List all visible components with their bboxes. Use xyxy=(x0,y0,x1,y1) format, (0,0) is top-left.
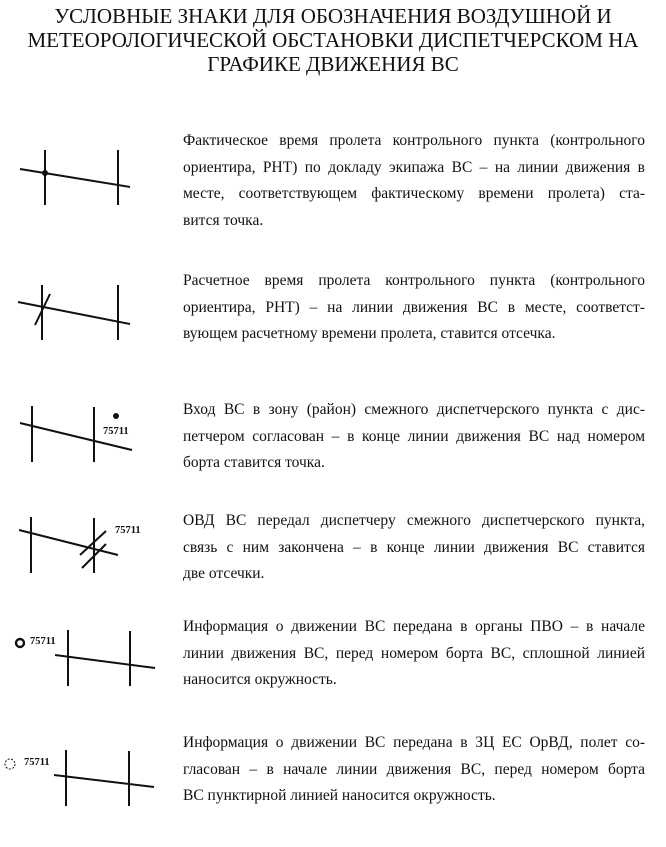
legend-description-1 xyxy=(183,128,645,234)
text-line: ориентира, РНТ) по докладу экипажа ВС – на линии движения в xyxy=(183,158,645,176)
legend-description-6 xyxy=(183,730,645,810)
title-line: ГРАФИКЕ ДВИЖЕНИЯ ВС xyxy=(207,52,459,76)
text-line: наносится окружность. xyxy=(183,671,337,688)
text-line: вится точка. xyxy=(183,211,264,229)
point-on-track-icon xyxy=(20,150,130,205)
legend-description-5 xyxy=(183,614,645,694)
text-line: ОВД ВС передал диспетчеру смежного диспетчерского пункта, xyxy=(183,512,645,529)
text-line: вующем расчетному времени пролета, ставится отсечка. xyxy=(183,325,556,342)
text-line: гласован – в начале линии движения ВС, перед номером борта xyxy=(183,760,645,778)
text-line: Вход ВС в зону (район) смежного диспетчерского пункта с дис- xyxy=(183,401,645,418)
text-line: петчером согласован – в конце линии движения ВС над номером xyxy=(183,427,645,445)
legend-description-3 xyxy=(183,397,645,477)
title-line: УСЛОВНЫЕ ЗНАКИ ДЛЯ ОБОЗНАЧЕНИЯ ВОЗДУШНОЙ И xyxy=(54,4,612,28)
text-line: месте, соответствующем фактическому времени пролета) ста- xyxy=(183,185,645,202)
text-line: связь с ним закончена – в конце линии движения ВС ставится xyxy=(183,538,645,556)
text-line: ориентира, РНТ) – на линии движения ВС в месте, соответст- xyxy=(183,298,645,316)
text-line: Фактическое время пролета контрольного пункта (контрольного xyxy=(183,132,645,149)
double-tick-icon xyxy=(19,517,118,573)
text-line: Информация о движении ВС передана в органы ПВО – в начале xyxy=(183,618,645,635)
legend-description-2 xyxy=(183,268,645,348)
text-line: борта ставится точка. xyxy=(183,454,325,471)
board-number-label: 75711 xyxy=(30,636,56,647)
board-number-label: 75711 xyxy=(24,757,50,768)
title-line: МЕТЕОРОЛОГИЧЕСКОЙ ОБСТАНОВКИ ДИСПЕТЧЕРСКОМ НА xyxy=(27,28,639,52)
text-line: Расчетное время пролета контрольного пункта (контрольного xyxy=(183,272,645,289)
tick-on-track-icon xyxy=(18,285,130,340)
legend-description-4 xyxy=(183,508,645,588)
text-line: линии движения ВС, перед номером борта ВС, сплошной линией xyxy=(183,644,645,662)
board-number-label: 75711 xyxy=(115,525,141,536)
text-line: Информация о движении ВС передана в ЗЦ ЕС ОрВД, полет со- xyxy=(183,734,645,751)
text-line: ВС пунктирной линией наносится окружность. xyxy=(183,787,496,804)
text-line: две отсечки. xyxy=(183,565,265,582)
board-number-label: 75711 xyxy=(103,426,129,437)
